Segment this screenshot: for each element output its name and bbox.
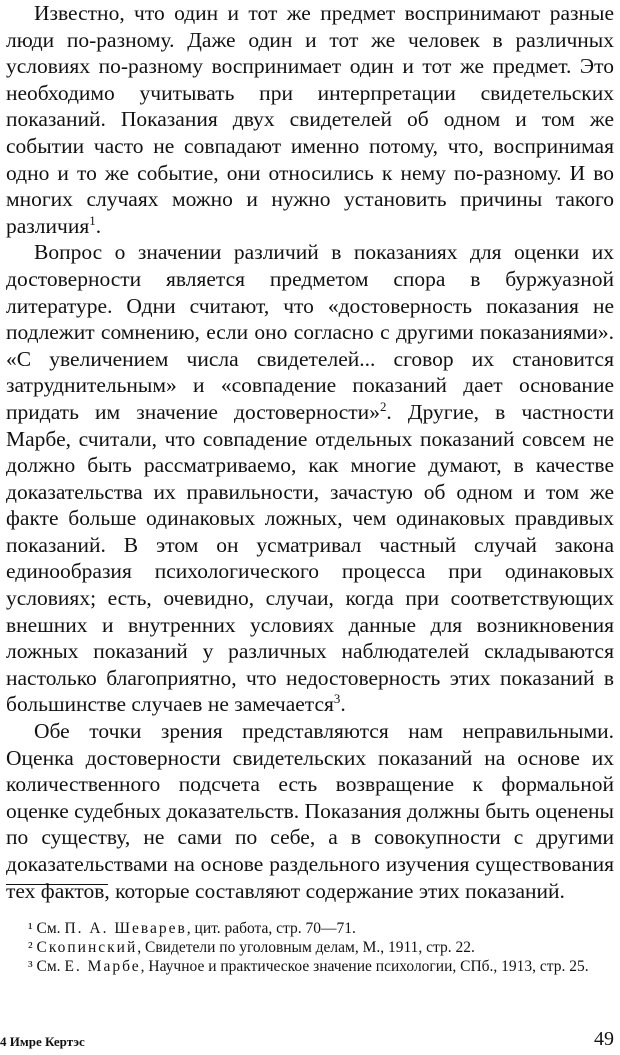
footnote-1: ¹ См. П. А. Шеварев, цит. работа, стр. 70—71. [28,920,356,937]
signature-mark: 4 Имре Кертэс [0,1034,85,1049]
paragraph-3: Обе точки зрения представляются нам неправильными. Оценка достоверности свидетельских показаний на основе их количественного подсчета есть возвращение к формальной оценке судебных доказательств. Показания должны быть оценены по существу, не сами по себе, а в совокупности с другими доказательствами на основе раздельного изучения существования тех фактов, которые составляют содержание этих показаний. [6,719,614,903]
footnotes [6,919,614,976]
page-footer [0,1030,614,1052]
paragraph-1: Известно, что один и тот же предмет воспринимают разные люди по-разному. Даже один и тот же человек в различных условиях по-разному воспринимает один и тот же предмет. Это необходимо учитывать при интерпретации свидетельских показаний. Показания двух свидетелей об одном и том же событии часто не совпадают именно потому, что, воспринимая одно и то же событие, они относились к нему по-разному. И во многих случаях можно и нужно установить причины такого различия$^1$. [6,1,614,238]
footnote-2: ² Скопинский, Свидетели по уголовным делам, М., 1911, стр. 22. [28,939,475,956]
footnote-3: ³ См. Е. Марбе, Научное и практическое значение психологии, СПб., 1913, стр. 25. [28,958,589,975]
page-number: 49 [594,1028,614,1050]
footnote-divider [6,884,108,885]
main-text [6,0,614,904]
footnote-ref-2: 2 [379,399,387,414]
paragraph-2: Вопрос о значении различий в показаниях для оценки их достоверности является предметом спора в буржуазной литературе. Одни считают, что «достоверность показания не подлежит сомнению, если оно согласно с другими показаниями». «С увеличением числа свидетелей... сговор их становится затруднительным» и «совпадение показаний дает основание придать им значение достоверности»$^2$. Другие, в частности Марбе, считали, что совпадение отдельных показаний совсем не должно быть рассматриваемо, как многие думают, в качестве доказательства их правильности, зачастую об одном и том же факте больше одинаковых ложных, чем одинаковых правдивых показаний. В этом он усматривал частный случай закона единообразия психологического процесса при одинаковых условиях; есть, очевидно, случаи, когда при соответствующих внешних и внутренних условиях данные для возникновения ложных показаний у различных наблюдателей складываются настолько благоприятно, что недостоверность этих показаний в большинстве случаев не замечается$^3$. [6,240,614,717]
footnote-ref-3: 3 [333,692,341,707]
footnote-ref-1: 1 [89,213,96,228]
